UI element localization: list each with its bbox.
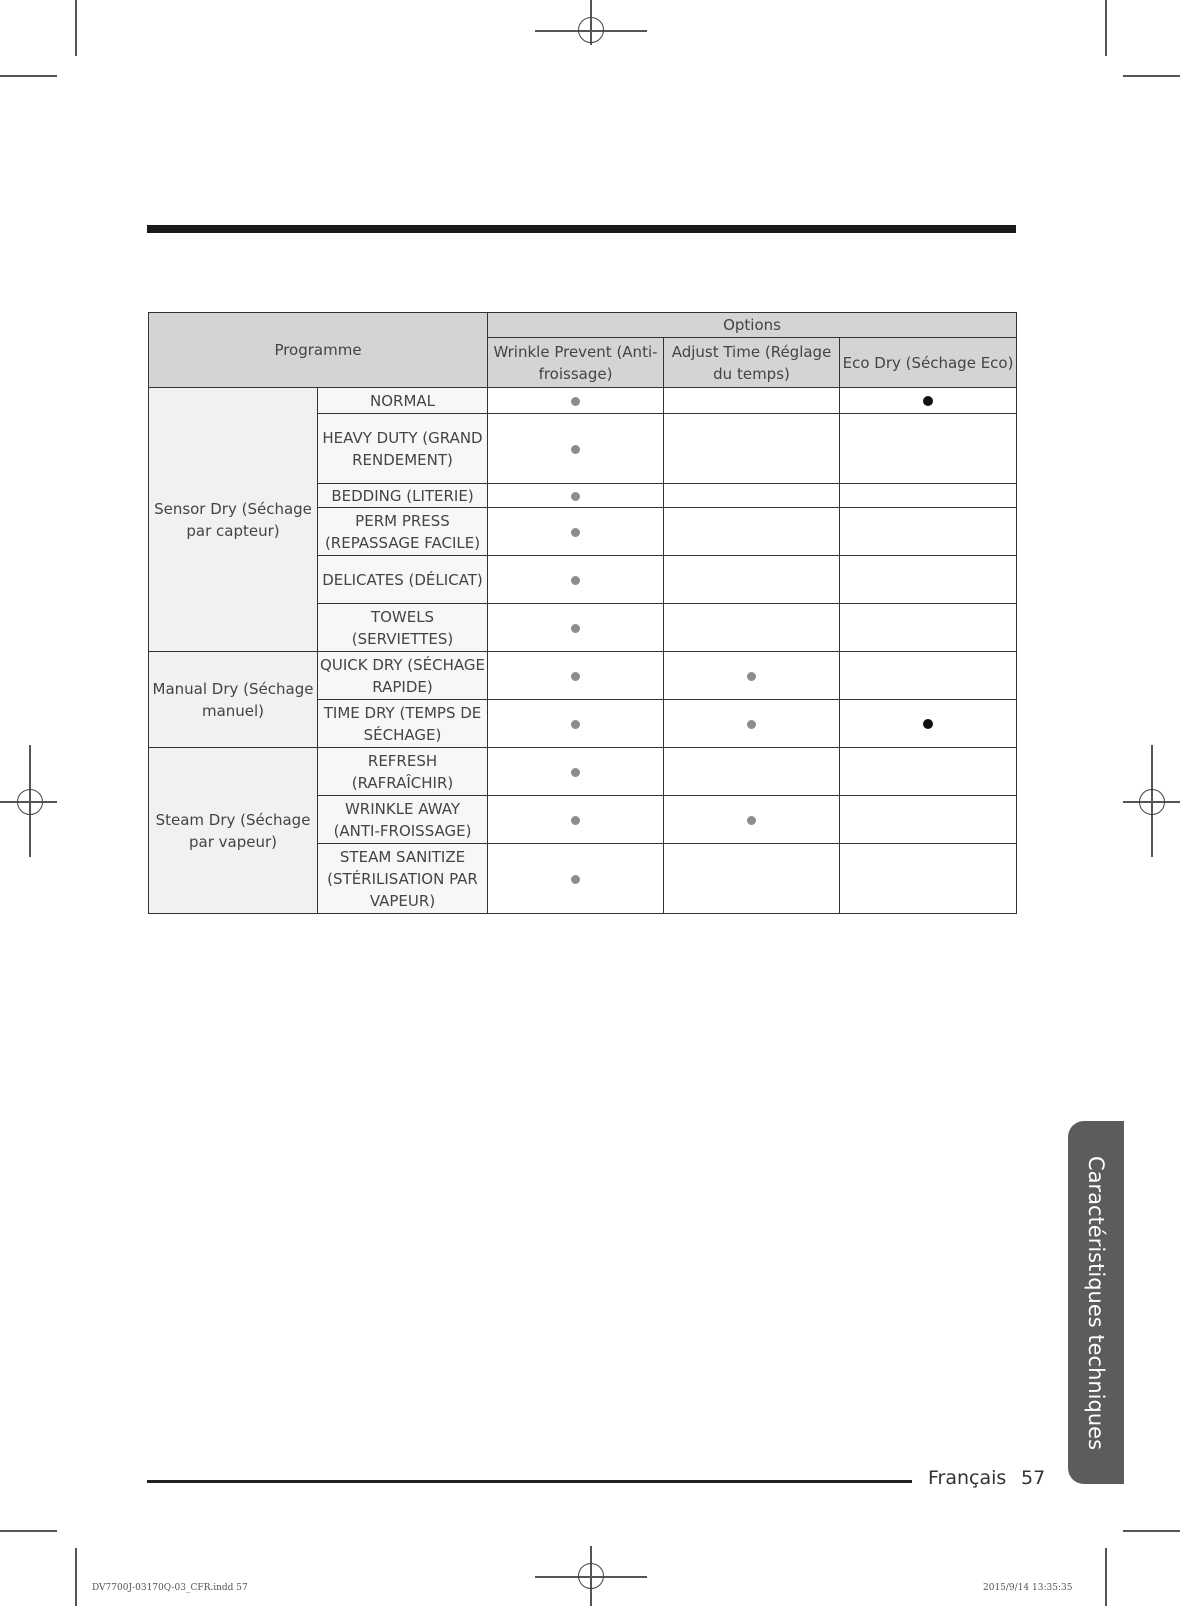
group-manual-dry: Manual Dry (Séchage manuel) xyxy=(149,652,318,748)
eco-dry-cell xyxy=(840,652,1017,700)
adjust-time-cell xyxy=(664,556,840,604)
wrinkle-prevent-cell xyxy=(488,748,664,796)
program-cell: TOWELS (SERVIETTES) xyxy=(318,604,488,652)
group-steam-dry: Steam Dry (Séchage par vapeur) xyxy=(149,748,318,914)
eco-dry-cell xyxy=(840,484,1017,508)
footer-language: Français xyxy=(928,1467,1007,1489)
available-dot xyxy=(571,624,580,633)
options-table xyxy=(148,312,1017,914)
adjust-time-cell xyxy=(664,484,840,508)
program-cell: DELICATES (DÉLICAT) xyxy=(318,556,488,604)
adjust-time-cell xyxy=(664,652,840,700)
program-cell: REFRESH (RAFRAÎCHIR) xyxy=(318,748,488,796)
wrinkle-prevent-cell xyxy=(488,796,664,844)
available-dot xyxy=(923,719,933,729)
section-rule xyxy=(147,225,1016,233)
registration-mark-circle xyxy=(1139,789,1165,815)
available-dot xyxy=(571,720,580,729)
crop-mark xyxy=(1123,75,1180,77)
program-cell: BEDDING (LITERIE) xyxy=(318,484,488,508)
options-header: Options xyxy=(488,313,1017,338)
available-dot xyxy=(571,576,580,585)
programme-header: Programme xyxy=(149,313,488,388)
program-cell: HEAVY DUTY (GRAND RENDEMENT) xyxy=(318,414,488,484)
program-cell: PERM PRESS (REPASSAGE FACILE) xyxy=(318,508,488,556)
wrinkle-prevent-cell xyxy=(488,700,664,748)
section-side-tab xyxy=(1068,1121,1124,1484)
page-number: 57 xyxy=(1021,1467,1046,1489)
adjust-time-cell xyxy=(664,508,840,556)
available-dot xyxy=(571,816,580,825)
wrinkle-prevent-cell xyxy=(488,604,664,652)
eco-dry-cell xyxy=(840,508,1017,556)
program-cell: QUICK DRY (SÉCHAGE RAPIDE) xyxy=(318,652,488,700)
crop-mark xyxy=(75,1548,77,1606)
available-dot xyxy=(747,672,756,681)
wrinkle-prevent-cell xyxy=(488,844,664,914)
available-dot xyxy=(571,768,580,777)
crop-mark xyxy=(1105,0,1107,56)
program-cell: STEAM SANITIZE (STÉRILISATION PAR VAPEUR) xyxy=(318,844,488,914)
registration-mark-circle xyxy=(578,17,604,43)
crop-mark xyxy=(1123,1530,1180,1532)
wrinkle-prevent-cell xyxy=(488,388,664,414)
adjust-time-cell xyxy=(664,604,840,652)
available-dot xyxy=(571,528,580,537)
eco-dry-cell xyxy=(840,748,1017,796)
available-dot xyxy=(571,492,580,501)
wrinkle-prevent-cell xyxy=(488,508,664,556)
wrinkle-prevent-cell xyxy=(488,414,664,484)
eco-dry-cell xyxy=(840,388,1017,414)
wrinkle-prevent-cell xyxy=(488,556,664,604)
eco-dry-cell xyxy=(840,700,1017,748)
adjust-time-header: Adjust Time (Réglage du temps) xyxy=(664,338,840,388)
program-cell: NORMAL xyxy=(318,388,488,414)
crop-mark xyxy=(75,0,77,56)
adjust-time-cell xyxy=(664,844,840,914)
wrinkle-prevent-header: Wrinkle Prevent (Anti-froissage) xyxy=(488,338,664,388)
available-dot xyxy=(571,397,580,406)
adjust-time-cell xyxy=(664,700,840,748)
registration-mark-circle xyxy=(578,1563,604,1589)
adjust-time-cell xyxy=(664,748,840,796)
side-tab-label: Caractéristiques techniques xyxy=(1084,1155,1108,1450)
eco-dry-cell xyxy=(840,414,1017,484)
eco-dry-cell xyxy=(840,796,1017,844)
available-dot xyxy=(571,672,580,681)
available-dot xyxy=(571,875,580,884)
program-cell: WRINKLE AWAY (ANTI-FROISSAGE) xyxy=(318,796,488,844)
adjust-time-cell xyxy=(664,796,840,844)
wrinkle-prevent-cell xyxy=(488,484,664,508)
program-cell: TIME DRY (TEMPS DE SÉCHAGE) xyxy=(318,700,488,748)
available-dot xyxy=(571,445,580,454)
footer-rule xyxy=(147,1480,912,1483)
adjust-time-cell xyxy=(664,388,840,414)
slug-filename: DV7700J-03170Q-03_CFR.indd 57 xyxy=(92,1583,248,1593)
eco-dry-cell xyxy=(840,844,1017,914)
eco-dry-cell xyxy=(840,604,1017,652)
crop-mark xyxy=(0,1530,57,1532)
crop-mark xyxy=(1105,1548,1107,1606)
adjust-time-cell xyxy=(664,414,840,484)
wrinkle-prevent-cell xyxy=(488,652,664,700)
crop-mark xyxy=(0,75,57,77)
registration-mark-circle xyxy=(17,789,43,815)
available-dot xyxy=(747,720,756,729)
available-dot xyxy=(923,396,933,406)
slug-timestamp: 2015/9/14 13:35:35 xyxy=(983,1583,1073,1593)
group-sensor-dry: Sensor Dry (Séchage par capteur) xyxy=(149,388,318,652)
eco-dry-header: Eco Dry (Séchage Eco) xyxy=(840,338,1017,388)
eco-dry-cell xyxy=(840,556,1017,604)
available-dot xyxy=(747,816,756,825)
